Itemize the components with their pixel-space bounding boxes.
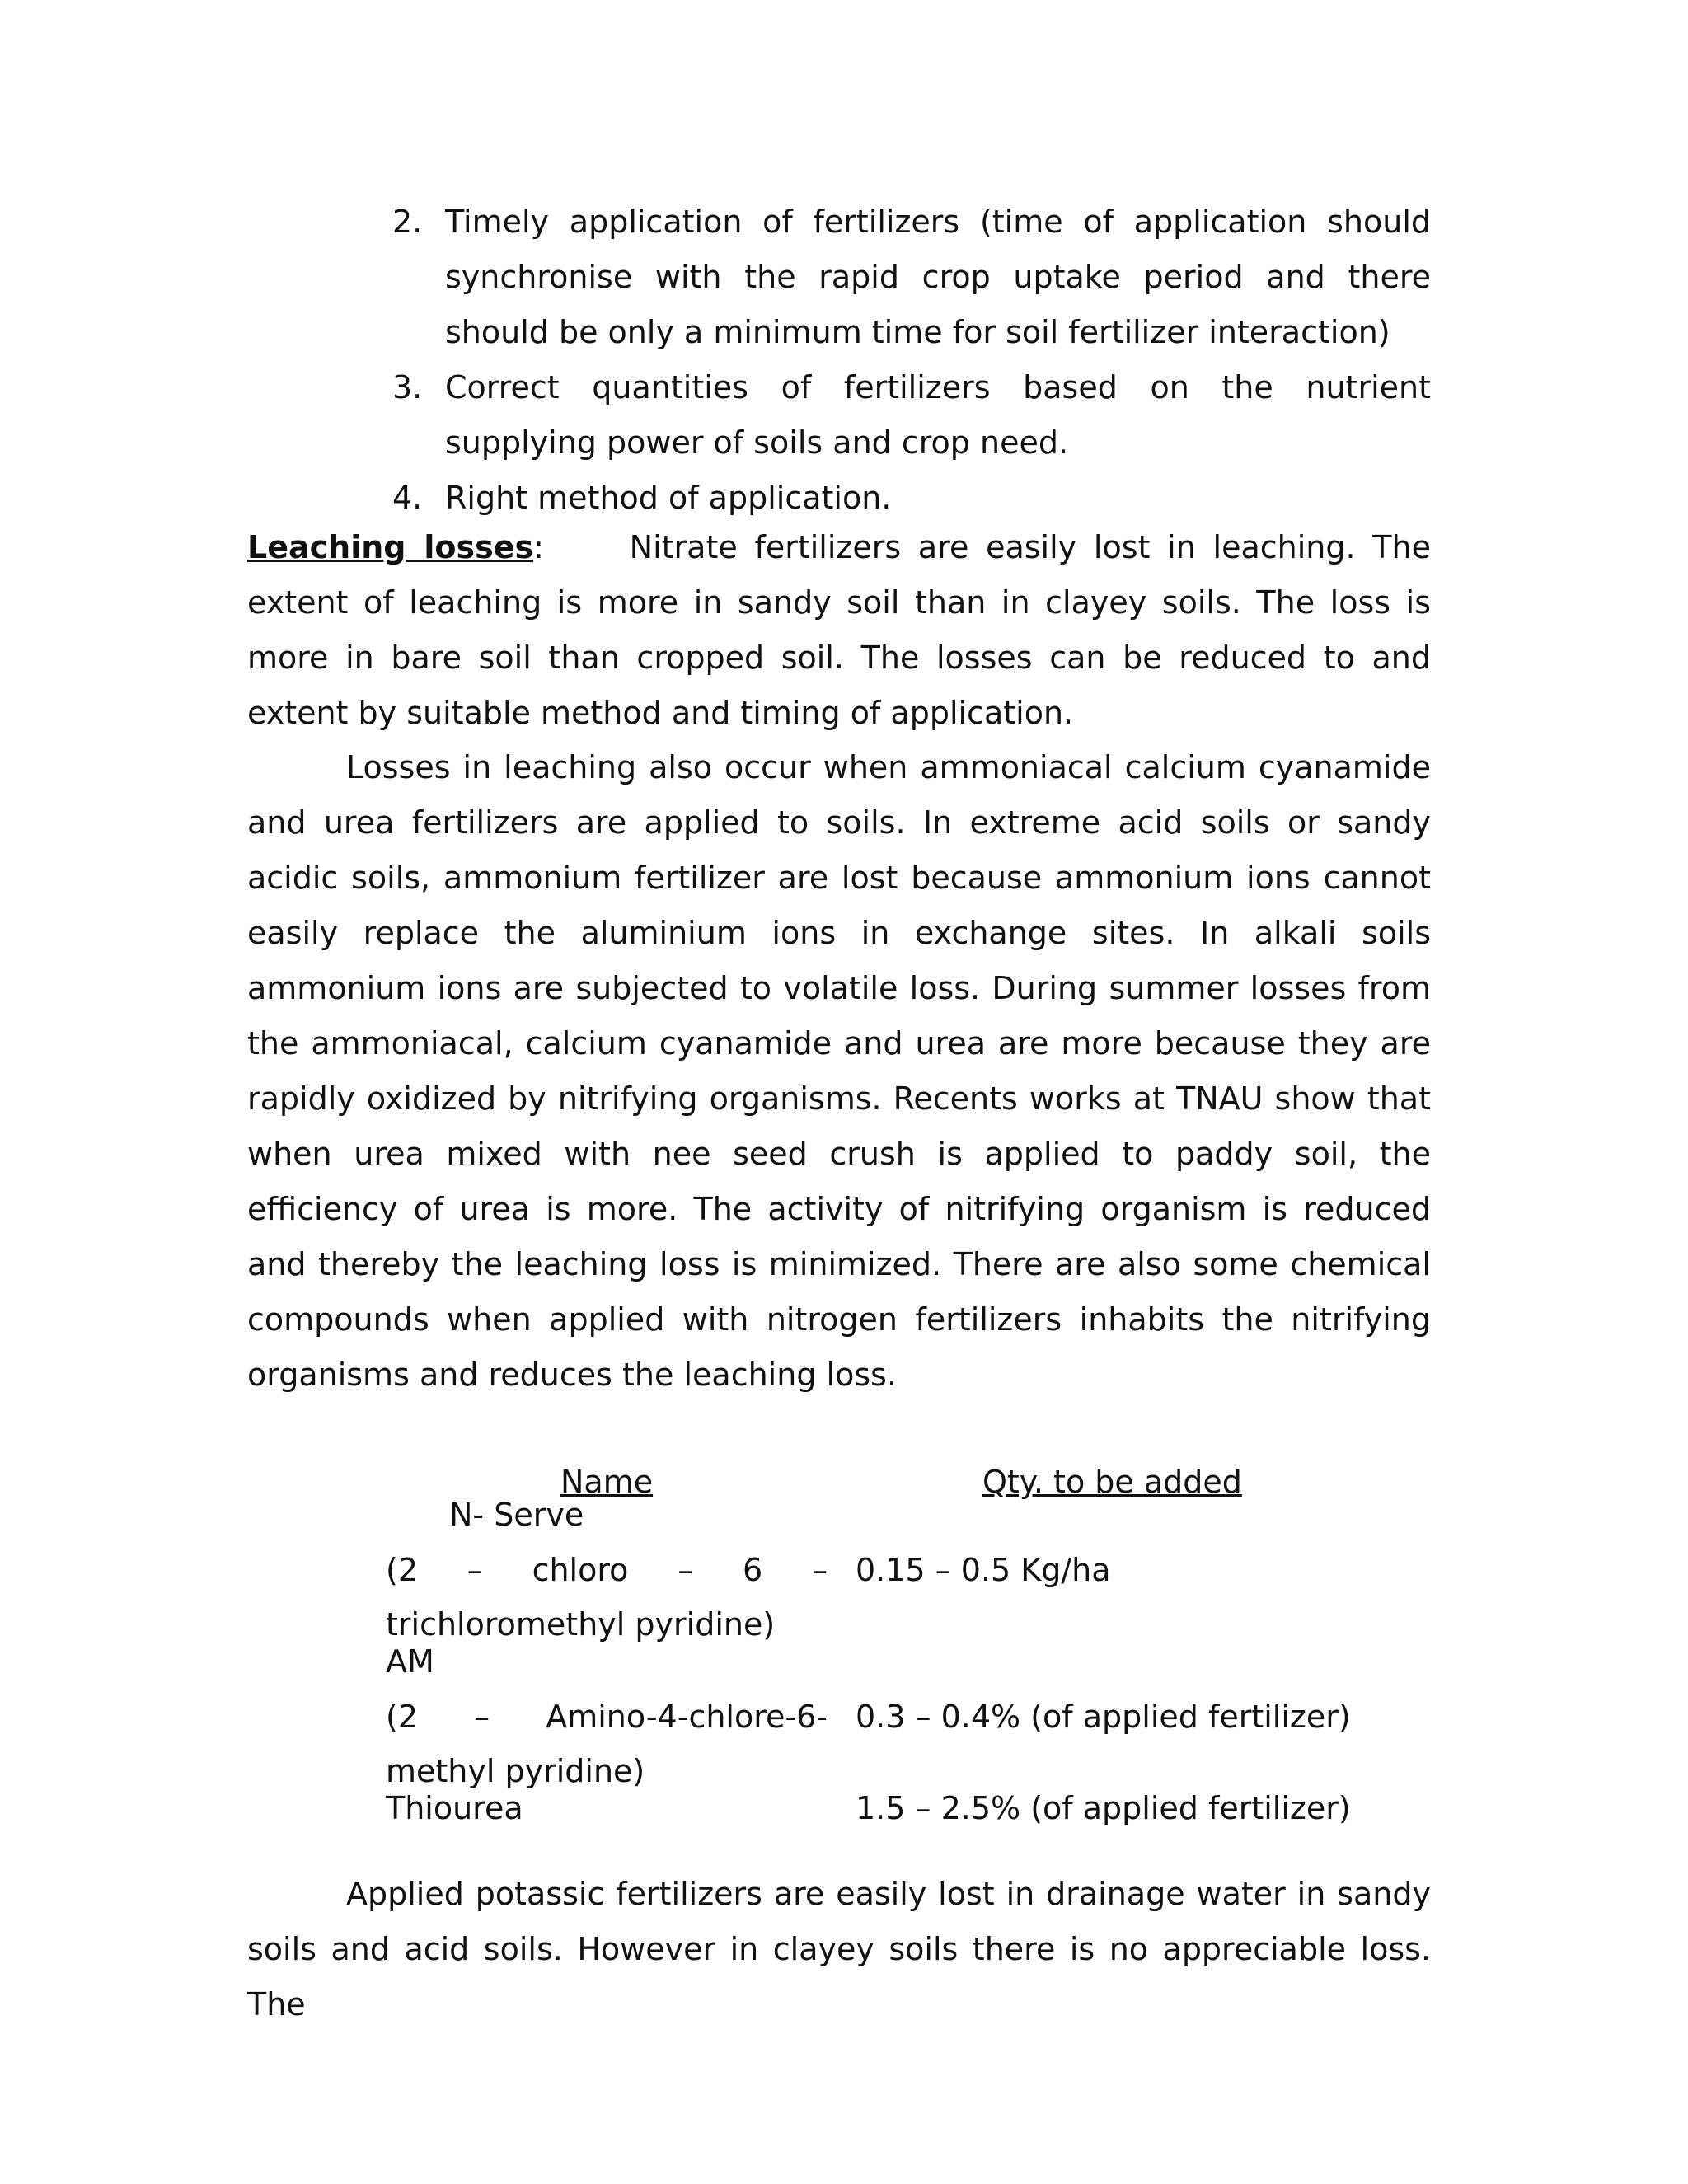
numbered-list — [392, 194, 1431, 526]
paragraph-text: Applied potassic fertilizers are easily lost in drainage water in sandy soils and acid soils. However in clayey soils there is no appreciable loss. The — [247, 1876, 1431, 2022]
formula-part: Amino-4-chlore-6- — [546, 1699, 828, 1735]
list-item-number: 3. — [392, 369, 423, 405]
formula-part: (2 — [386, 1552, 419, 1588]
table-header-qty: Qty. to be added — [982, 1464, 1242, 1500]
compound-formula — [386, 1543, 828, 1597]
quantity-value: 0.3 – 0.4% (of applied fertilizer) — [856, 1699, 1351, 1735]
paragraph-text: Losses in leaching also occur when ammoniacal calcium cyanamide and urea fertilizers are applied to soils. In extreme acid soils or sandy acidic soils, ammonium fertilizer are lost because ammonium ions cannot easily replace the aluminium ions in exchange sites. In alkali soils ammonium ions are subjected to volatile loss. During summer losses from the ammoniacal, calcium cyanamide and urea are more because they are rapidly oxidized by nitrifying organisms. Recents works at TNAU show that when urea mixed with nee seed crush is applied to paddy soil, the efficiency of urea is more. The activity of nitrifying organism is reduced and thereby the leaching loss is minimized. There are also some chemical compounds when applied with nitrogen fertilizers inhabits the nitrifying organisms and reduces the leaching loss. — [247, 749, 1431, 1393]
list-item-text: Right method of application. — [445, 480, 892, 516]
closing-paragraph — [247, 1867, 1431, 2032]
list-item — [392, 471, 1431, 526]
formula-part: – — [678, 1552, 694, 1588]
formula-part: – — [467, 1552, 483, 1588]
quantity-value: 0.15 – 0.5 Kg/ha — [856, 1552, 1111, 1588]
list-item — [392, 360, 1431, 471]
leaching-paragraph — [247, 520, 1431, 741]
heading-colon: : — [533, 529, 544, 565]
compound-name: AM — [386, 1643, 434, 1680]
formula-part: – — [811, 1552, 828, 1588]
compound-formula — [386, 1690, 828, 1744]
section-heading: Leaching losses — [247, 529, 534, 565]
list-item-number: 4. — [392, 480, 423, 516]
compound-name: Thiourea — [386, 1790, 523, 1826]
compound-name: N- Serve — [449, 1497, 584, 1533]
list-item-text: Correct quantities of fertilizers based on the nutrient supplying power of soils and crop need. — [445, 369, 1431, 461]
formula-part: – — [474, 1699, 490, 1735]
compound-formula-cont: methyl pyridine) — [386, 1753, 645, 1789]
list-item-text: Timely application of fertilizers (time of application should synchronise with the rapid crop uptake period and there should be only a minimum time for soil fertilizer interaction) — [445, 204, 1431, 350]
formula-part: 6 — [742, 1552, 763, 1588]
losses-paragraph — [247, 740, 1431, 1403]
list-item — [392, 194, 1431, 360]
quantity-value: 1.5 – 2.5% (of applied fertilizer) — [856, 1790, 1351, 1826]
compound-formula-cont: trichloromethyl pyridine) — [386, 1606, 776, 1643]
list-item-number: 2. — [392, 204, 423, 240]
table-header-name: Name — [560, 1464, 654, 1500]
paragraph-text: Nitrate fertilizers are easily lost in leaching. The extent of leaching is more in sandy soil than in clayey soils. The loss is more in bare soil than cropped soil. The losses can be reduced to and extent by suitable method and timing of application. — [247, 529, 1431, 731]
formula-part: chloro — [532, 1552, 629, 1588]
formula-part: (2 — [386, 1699, 419, 1735]
